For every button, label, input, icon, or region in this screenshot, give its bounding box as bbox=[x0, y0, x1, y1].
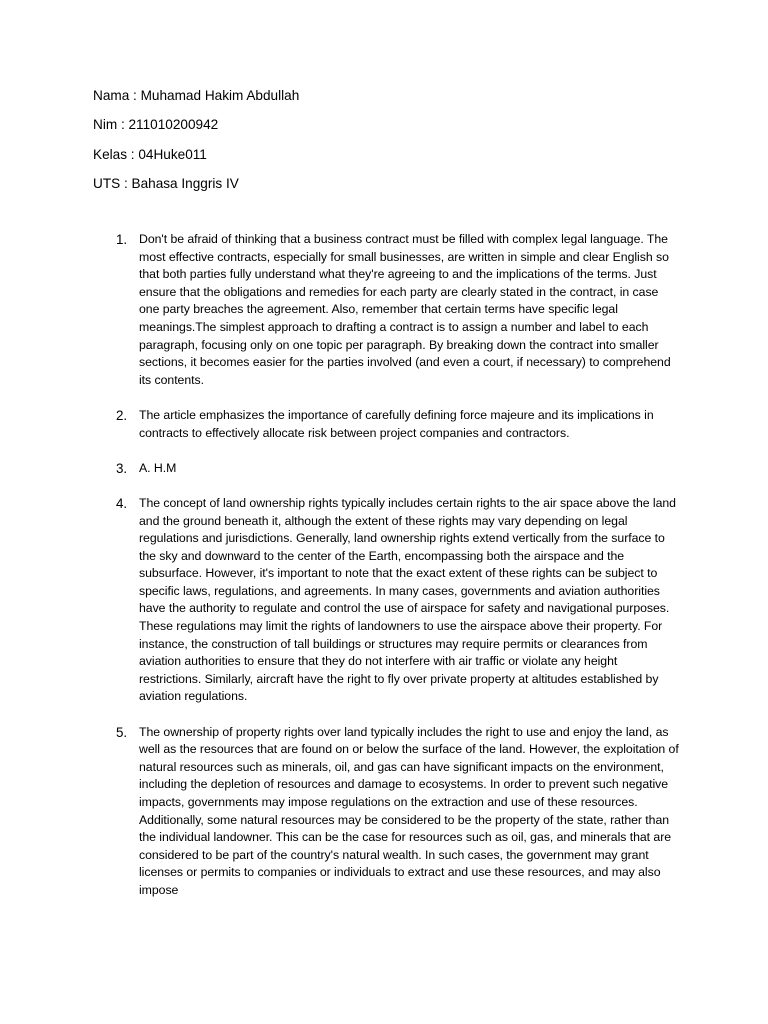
answer-item-3 bbox=[116, 460, 680, 478]
answer-text: The concept of land ownership rights typically includes certain rights to the air space above the land and the ground beneath it, although the extent of these rights may vary depending on legal regulations and jurisdictions. Generally, land ownership rights extend vertically from the surface to the sky and downward to the center of the Earth, encompassing both the airspace and the subsurface. However, it's important to note that the exact extent of these rights can be subject to specific laws, regulations, and agreements. In many cases, governments and aviation authorities have the authority to regulate and control the use of airspace for safety and navigational purposes. These regulations may limit the rights of landowners to use the airspace above their property. For instance, the construction of tall buildings or structures may require permits or clearances from aviation authorities to ensure that they do not interfere with air traffic or violate any height restrictions. Similarly, aircraft have the right to fly over private property at altitudes established by aviation regulations. bbox=[139, 495, 676, 704]
answer-item-2 bbox=[116, 407, 680, 442]
answer-number: 4. bbox=[116, 495, 128, 511]
answer-list bbox=[116, 231, 680, 917]
answer-text: The ownership of property rights over land typically includes the right to use and enjoy the land, as well as the resources that are found on or below the surface of the land. However, the exploitation of natural resources such as minerals, oil, and gas can have significant impacts on the environment, including the depletion of resources and damage to ecosystems. In order to prevent such negative impacts, governments may impose regulations on the extraction and use of these resources. Additionally, some natural resources may be considered to be the property of the state, rather than the individual landowner. This can be the case for resources such as oil, gas, and minerals that are considered to be part of the country's natural wealth. In such cases, the government may grant licenses or permits to companies or individuals to extract and use these resources, and may also impose bbox=[139, 724, 679, 897]
answer-item-4 bbox=[116, 495, 680, 706]
answer-item-1 bbox=[116, 231, 680, 389]
answer-text: Don't be afraid of thinking that a business contract must be filled with complex legal language. The most effective contracts, especially for small businesses, are written in simple and clear English so that both parties fully understand what they're agreeing to and the implications of the terms. Just ensure that the obligations and remedies for each party are clearly stated in the contract, in case one party breaches the agreement. Also, remember that certain terms have specific legal meanings.The simplest approach to drafting a contract is to assign a number and label to each paragraph, focusing only on one topic per paragraph. By breaking down the contract into smaller sections, it becomes easier for the parties involved (and even a court, if necessary) to comprehend its contents. bbox=[139, 232, 671, 387]
answer-number: 3. bbox=[116, 460, 128, 476]
answer-text: The article emphasizes the importance of carefully defining force majeure and its implications in contracts to effectively allocate risk between project companies and contractors. bbox=[139, 407, 654, 440]
student-id: Nim : 211010200942 bbox=[93, 117, 219, 133]
answer-number: 2. bbox=[116, 407, 128, 423]
exam-subject: UTS : Bahasa Inggris IV bbox=[93, 175, 239, 191]
answer-number: 1. bbox=[116, 232, 128, 247]
student-name: Nama : Muhamad Hakim Abdullah bbox=[93, 88, 300, 103]
answer-number: 5. bbox=[116, 724, 128, 740]
class-code: Kelas : 04Huke011 bbox=[93, 146, 207, 162]
student-info-header bbox=[93, 86, 653, 203]
answer-item-5 bbox=[116, 724, 680, 900]
answer-text: A. H.M bbox=[139, 460, 177, 475]
